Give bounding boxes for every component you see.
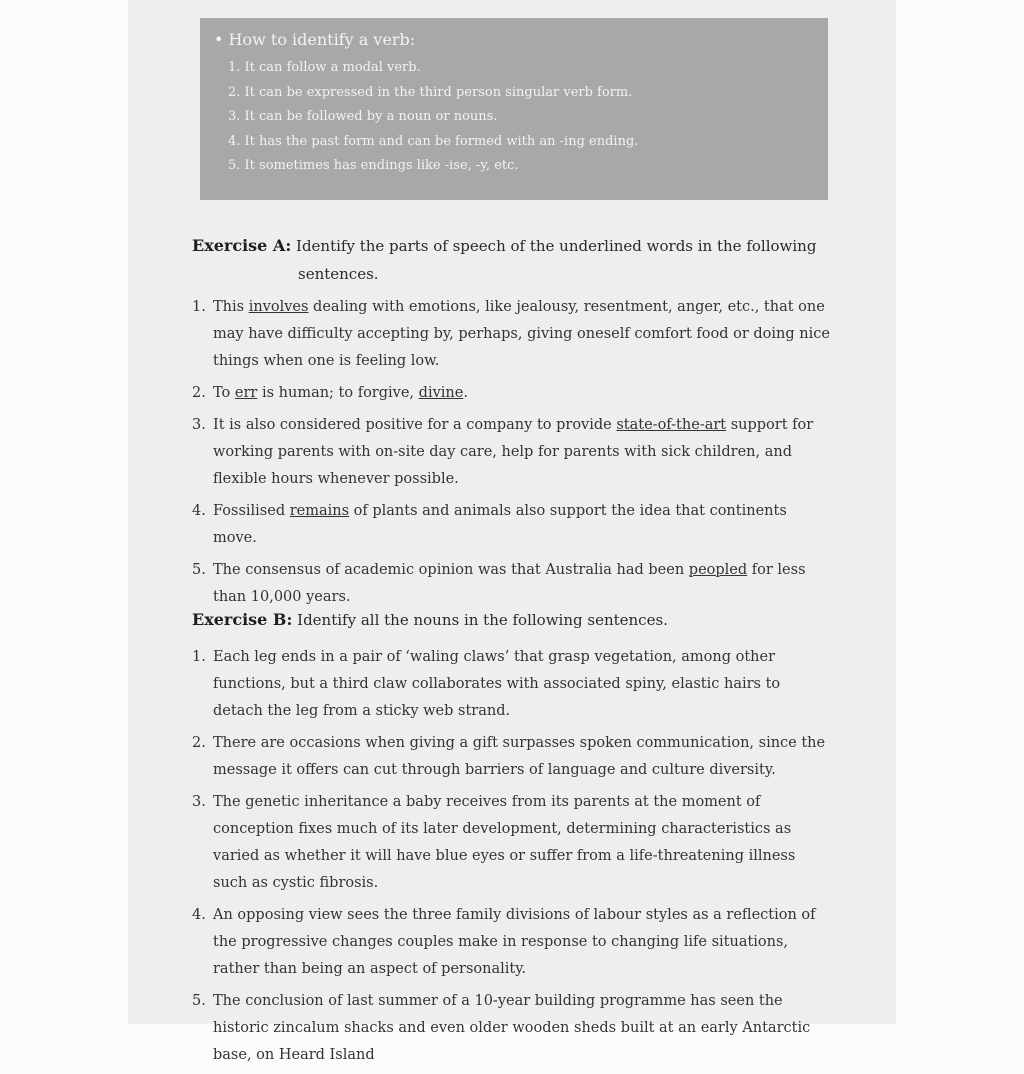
exercise-b-instruction: Identify all the nouns in the following sentences. xyxy=(297,611,668,629)
exercise-item xyxy=(192,557,832,611)
text-segment: . xyxy=(463,385,468,401)
exercise-a-list xyxy=(192,294,832,616)
item-text xyxy=(213,902,832,983)
tip-item: 1. It can follow a modal verb. xyxy=(228,60,421,75)
item-number: 5. xyxy=(192,993,206,1009)
exercise-item xyxy=(192,644,832,725)
text-segment: is human; to forgive, xyxy=(257,385,419,401)
item-number: 1. xyxy=(192,649,206,665)
exercise-item xyxy=(192,988,832,1069)
item-text xyxy=(213,294,832,375)
item-text xyxy=(213,988,832,1069)
item-text xyxy=(213,730,832,784)
tip-item: 5. It sometimes has endings like -ise, -y, etc. xyxy=(228,158,519,173)
exercise-item xyxy=(192,412,832,493)
exercise-a-instruction: Identify the parts of speech of the underlined words in the following xyxy=(296,237,817,255)
item-text xyxy=(213,412,832,493)
underlined-word: remains xyxy=(289,503,350,519)
underlined-word: state-of-the-art xyxy=(616,417,727,433)
exercise-a-label: Exercise A: xyxy=(192,236,292,255)
item-number: 4. xyxy=(192,907,206,923)
text-segment: It is also considered positive for a company to provide xyxy=(213,417,617,433)
text-segment: This xyxy=(213,299,249,315)
item-text xyxy=(213,557,832,611)
item-number: 2. xyxy=(192,735,206,751)
tips-heading: • How to identify a verb: xyxy=(214,30,416,49)
item-number: 3. xyxy=(192,794,206,810)
item-number: 1. xyxy=(192,299,206,315)
verb-tips-box xyxy=(200,18,828,200)
text-segment: dealing with emotions, like jealousy, resentment, anger, etc., that one may have difficulty accepting by, perhaps, giving oneself comfort food or doing nice things when one is feeling low. xyxy=(213,299,830,369)
text-segment: There are occasions when giving a gift surpasses spoken communication, since the message it offers can cut through barriers of language and culture diversity. xyxy=(213,735,826,778)
tip-item: 2. It can be expressed in the third person singular verb form. xyxy=(228,84,633,100)
exercise-b-label: Exercise B: xyxy=(192,610,293,629)
text-segment: Fossilised xyxy=(213,503,290,519)
exercise-a-instruction-cont: sentences. xyxy=(298,265,379,283)
exercise-item xyxy=(192,380,832,407)
text-segment: support for working parents with on-site day care, help for parents with sick children, and flexible hours whenever possible. xyxy=(213,417,814,487)
tip-item: 4. It has the past form and can be formed with an -ing ending. xyxy=(228,133,639,149)
item-text xyxy=(213,380,468,407)
exercise-b-list xyxy=(192,644,832,1074)
text-segment: To xyxy=(213,385,235,401)
tip-item: 3. It can be followed by a noun or nouns. xyxy=(228,109,498,124)
text-segment: for less than 10,000 years. xyxy=(213,562,806,605)
underlined-word: involves xyxy=(248,299,309,315)
text-segment: The consensus of academic opinion was that Australia had been xyxy=(213,562,689,578)
underlined-word: divine xyxy=(418,385,464,401)
text-segment: The conclusion of last summer of a 10-year building programme has seen the historic zincalum shacks and even older wooden sheds built at an early Antarctic base, on Heard Island xyxy=(213,993,811,1063)
underlined-word: err xyxy=(234,385,258,401)
item-number: 4. xyxy=(192,503,206,519)
exercise-b-heading xyxy=(192,610,668,629)
exercise-item xyxy=(192,498,832,552)
text-segment: The genetic inheritance a baby receives from its parents at the moment of conception fixes much of its later development, determining characteristics as varied as whether it will have blue eyes or suffer from a life-threatening illness such as cystic fibrosis. xyxy=(213,794,796,891)
exercise-item xyxy=(192,789,832,897)
item-text xyxy=(213,498,832,552)
item-number: 5. xyxy=(192,562,206,578)
tips-heading-text: How to identify a verb: xyxy=(228,30,416,49)
text-segment: Each leg ends in a pair of ‘waling claws’ that grasp vegetation, among other functions, but a third claw collaborates with associated spiny, elastic hairs to detach the leg from a sticky web strand. xyxy=(213,649,781,719)
item-text xyxy=(213,644,832,725)
exercise-a-heading xyxy=(192,232,816,288)
exercise-item xyxy=(192,294,832,375)
item-number: 2. xyxy=(192,385,206,401)
item-number: 3. xyxy=(192,417,206,433)
text-segment: of plants and animals also support the idea that continents move. xyxy=(213,503,787,546)
exercise-item xyxy=(192,902,832,983)
text-segment: An opposing view sees the three family divisions of labour styles as a reflection of the progressive changes couples make in response to changing life situations, rather than being an aspect of personality. xyxy=(213,907,816,977)
exercise-item xyxy=(192,730,832,784)
tips-list xyxy=(228,56,638,179)
item-text xyxy=(213,789,832,897)
underlined-word: peopled xyxy=(688,562,748,578)
